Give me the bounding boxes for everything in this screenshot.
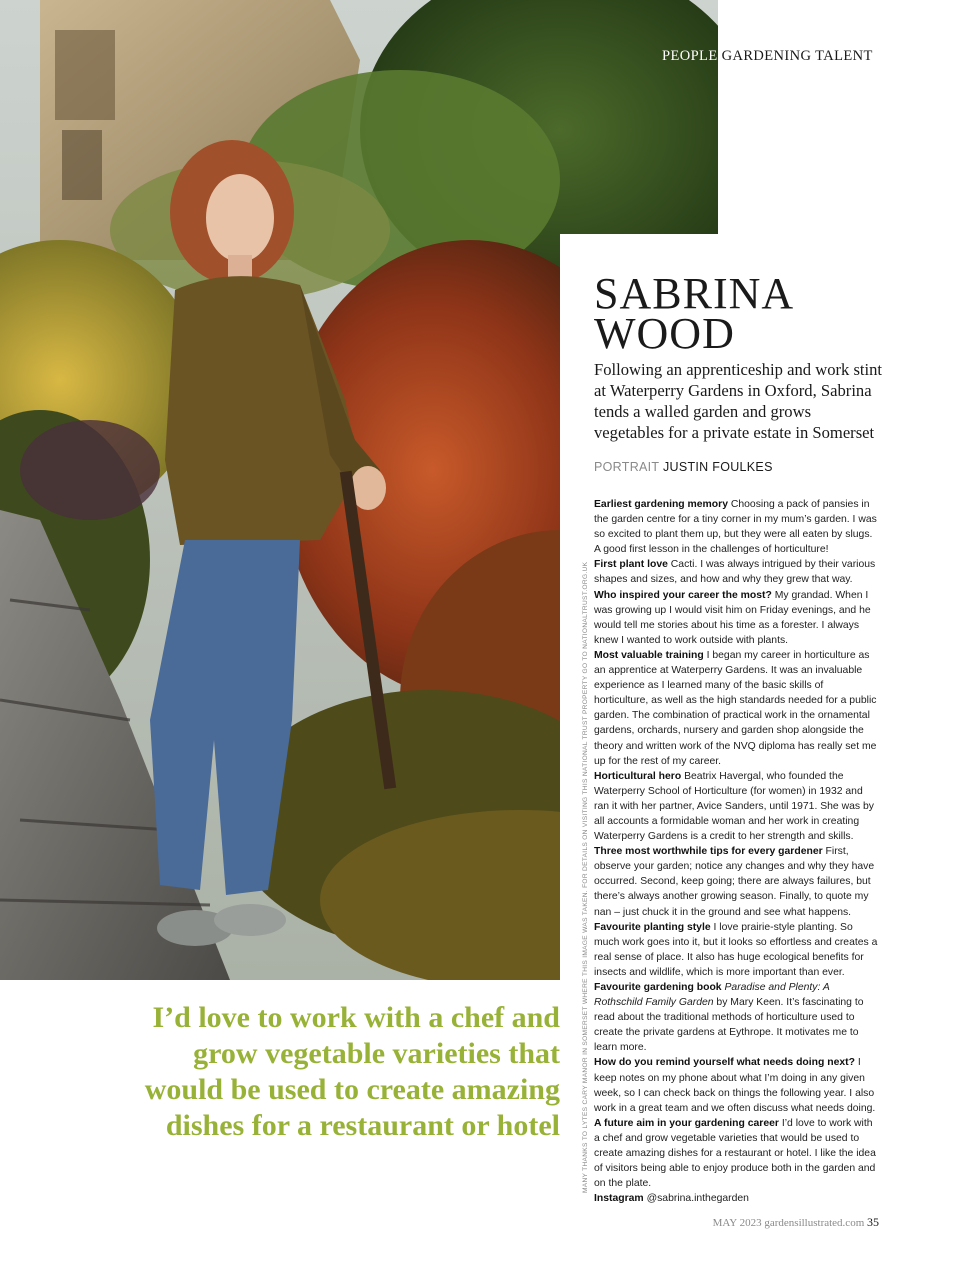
qa-item xyxy=(594,1191,878,1206)
qa-item xyxy=(594,769,878,844)
qa-question: Most valuable training xyxy=(594,649,704,661)
qa-item xyxy=(594,588,878,648)
section-name: PEOPLE xyxy=(662,48,718,64)
qa-question: Who inspired your career the most? xyxy=(594,589,772,601)
qa-answer: by Mary Keen. It’s fascinating to read about the traditional methods of horticulture used to create the private gardens at Eythrope. It motivates me to learn more. xyxy=(594,997,864,1054)
qa-item xyxy=(594,980,878,1055)
qa-question: Three most worthwhile tips for every gardener xyxy=(594,846,823,858)
credit-role: PORTRAIT xyxy=(594,460,660,474)
qa-question: A future aim in your gardening career xyxy=(594,1117,779,1129)
page-number: 35 xyxy=(867,1215,879,1229)
qa-item xyxy=(594,648,878,769)
qa-answer: I began my career in horticulture as an apprentice at Waterperry Gardens. It was an invaluable experience as I learned many of the basic skills of horticulture, as well as the high standards needed for a public garden. The combination of practical work in the ornamental gardens, orchards, nursery and garden shop alongside the theory and written work of the NVQ diploma has really set me up for the rest of my career. xyxy=(594,649,877,767)
instagram-handle: @sabrina.inthegarden xyxy=(646,1193,749,1205)
qa-answer: I keep notes on my phone about what I’m doing in any given week, so I can check back on things the following year. I also work in a great team and we often discuss what needs doing. xyxy=(594,1057,876,1114)
standfirst: Following an apprenticeship and work stint at Waterperry Gardens in Oxford, Sabrina tends a walled garden and grows vegetables for a private estate in Somerset xyxy=(594,360,883,442)
page-footer xyxy=(713,1215,879,1230)
qa-answer: I’d love to work with a chef and grow vegetable varieties that would be used to create amazing dishes for a restaurant or hotel. I like the idea of visitors being able to enjoy produce both in the garden and on the plate. xyxy=(594,1117,876,1190)
header-panel xyxy=(718,0,957,234)
qa-question: Favourite planting style xyxy=(594,921,711,933)
qa-item xyxy=(594,497,878,557)
article-body xyxy=(594,497,878,1206)
qa-answer: First, observe your garden; notice any changes and why they have occurred. Second, keep going; there are always failures, but there’s always another growing season. Finally, to quote my nan – just chuck it in the ground and see what happens. xyxy=(594,846,875,918)
qa-answer: Cacti. I was always intrigued by their various shapes and sizes, and how and why they grew that way. xyxy=(594,559,876,586)
subsection-name: GARDENING TALENT xyxy=(721,48,873,64)
qa-question: First plant love xyxy=(594,559,668,571)
pull-quote: I’d love to work with a chef and grow vegetable varieties that would be used to create amazing dishes for a restaurant or hotel xyxy=(144,1001,560,1142)
photo-credit xyxy=(594,460,773,474)
qa-question: Favourite gardening book xyxy=(594,982,722,993)
qa-item xyxy=(594,920,878,980)
qa-question: How do you remind yourself what needs doing next? xyxy=(594,1057,855,1069)
qa-question: Horticultural hero xyxy=(594,770,682,782)
location-credit: MANY THANKS TO LYTES CARY MANOR IN SOMERSET WHERE THIS IMAGE WAS TAKEN. FOR DETAILS ON VISITING THIS NATIONAL TRUST PROPERTY GO TO NATIONALTRUST.ORG.UK xyxy=(582,561,589,1193)
qa-answer: I love prairie-style planting. So much work goes into it, but it looks so effortless and creates a real sense of place. It also has huge ecological benefits for insects and wildlife, which is more important than ever. xyxy=(594,921,878,978)
section-label xyxy=(662,48,942,65)
qa-answer: Beatrix Havergal, who founded the Waterperry School of Horticulture (for women) in 1932 and ran it with her partner, Avice Sanders, until 1971. She was by all accounts a formidable woman and her work in creating Waterperry Gardens is a credit to her strength and skills. xyxy=(594,770,874,843)
qa-item xyxy=(594,844,878,919)
qa-item xyxy=(594,1116,878,1191)
book-title: Paradise and Plenty: A Rothschild Family Garden xyxy=(594,982,830,1009)
qa-answer: Choosing a pack of pansies in the garden centre for a tiny corner in my mum’s garden. I was so excited to plant them up, but they were all eaten by slugs. A good first lesson in the challenges of horticulture! xyxy=(594,499,877,556)
article-title: SABRINA WOOD xyxy=(594,269,792,358)
qa-item xyxy=(594,557,878,587)
qa-question: Instagram xyxy=(594,1193,644,1205)
qa-answer: My grandad. When I was growing up I would visit him on Friday evenings, and he would tell me stories about his time as a forester. I always knew I wanted to work outside with plants. xyxy=(594,589,871,646)
credit-name: JUSTIN FOULKES xyxy=(662,460,773,474)
qa-item xyxy=(594,1055,878,1115)
qa-question: Earliest gardening memory xyxy=(594,499,728,510)
website: gardensillustrated.com xyxy=(764,1217,865,1229)
issue-date: MAY 2023 xyxy=(712,1217,762,1229)
